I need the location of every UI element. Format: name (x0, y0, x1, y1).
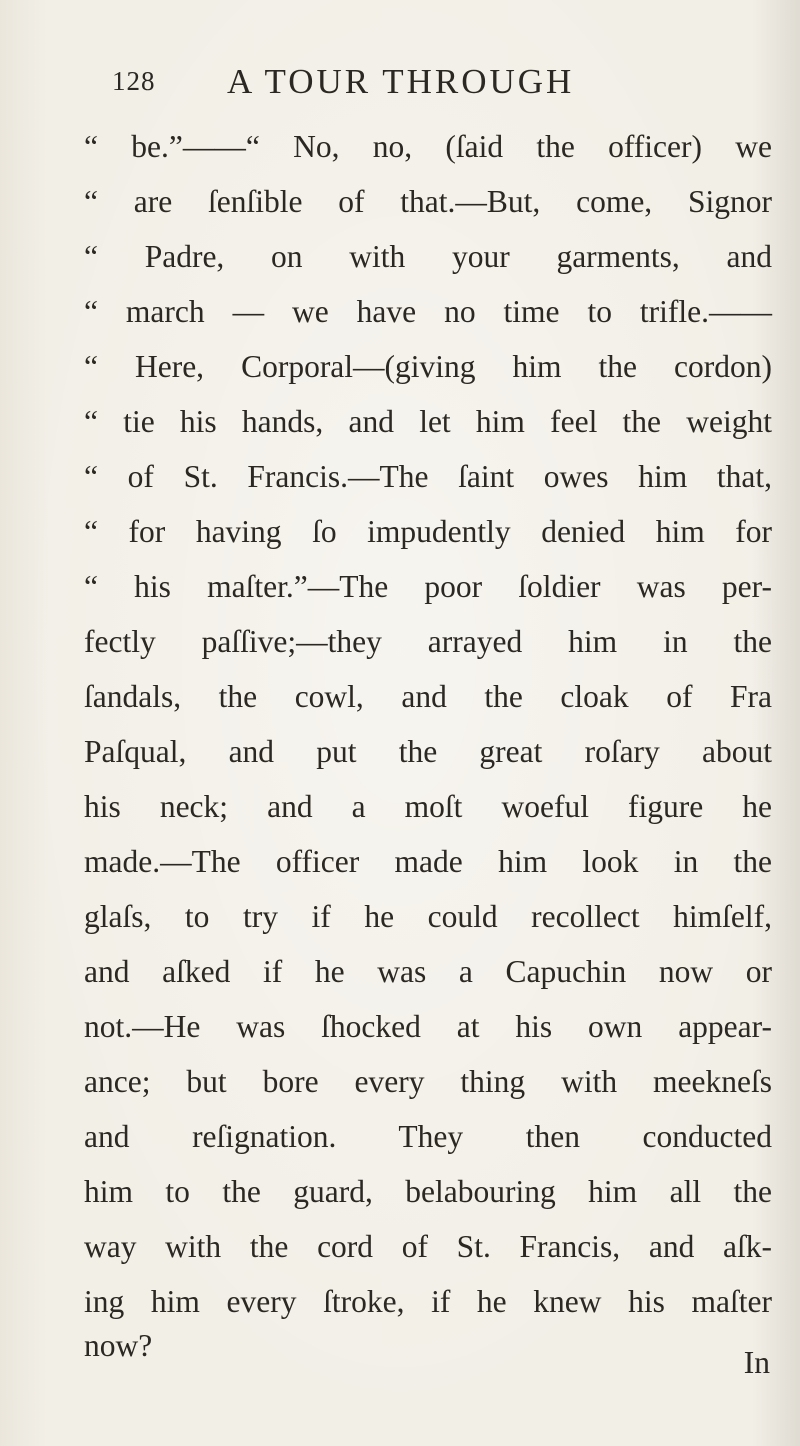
text-line: “ his maſter.”—The poor ſoldier was per- (84, 569, 772, 604)
running-head: A TOUR THROUGH (227, 62, 575, 101)
text-line: “ be.”——“ No, no, (ſaid the officer) we (84, 129, 772, 164)
text-line: “ are ſenſible of that.—But, come, Signor (84, 184, 772, 219)
text-line: fectly paſſive;—they arrayed him in the (84, 624, 772, 659)
text-line: ſandals, the cowl, and the cloak of Fra (84, 679, 772, 714)
text-line: and aſked if he was a Capuchin now or (84, 954, 772, 989)
text-line: and reſignation. They then conducted (84, 1119, 772, 1154)
text-line: glaſs, to try if he could recollect himſelf, (84, 899, 772, 934)
text-line: “ Here, Corporal—(giving him the cordon) (84, 349, 772, 384)
text-line: not.—He was ſhocked at his own appear- (84, 1009, 772, 1044)
catchword: In (743, 1345, 770, 1380)
page-number: 128 (112, 66, 156, 96)
text-line: him to the guard, belabouring him all the (84, 1174, 772, 1209)
text-line: “ for having ſo impudently denied him for (84, 514, 772, 549)
text-line: way with the cord of St. Francis, and aſk- (84, 1229, 772, 1264)
text-line: “ Padre, on with your garments, and (84, 239, 772, 274)
text-line: now? (84, 1328, 153, 1363)
text-line: Paſqual, and put the great roſary about (84, 734, 772, 769)
text-line: made.—The officer made him look in the (84, 844, 772, 879)
text-line: ance; but bore every thing with meekneſs (84, 1064, 772, 1099)
text-line: his neck; and a moſt woeful figure he (84, 789, 772, 824)
text-line: “ of St. Francis.—The ſaint owes him that, (84, 459, 772, 494)
text-line: “ tie his hands, and let him feel the weight (84, 404, 772, 439)
text-line: “ march — we have no time to trifle.—— (84, 294, 772, 329)
page-header (112, 62, 732, 102)
text-line: ing him every ſtroke, if he knew his maſter (84, 1284, 772, 1319)
